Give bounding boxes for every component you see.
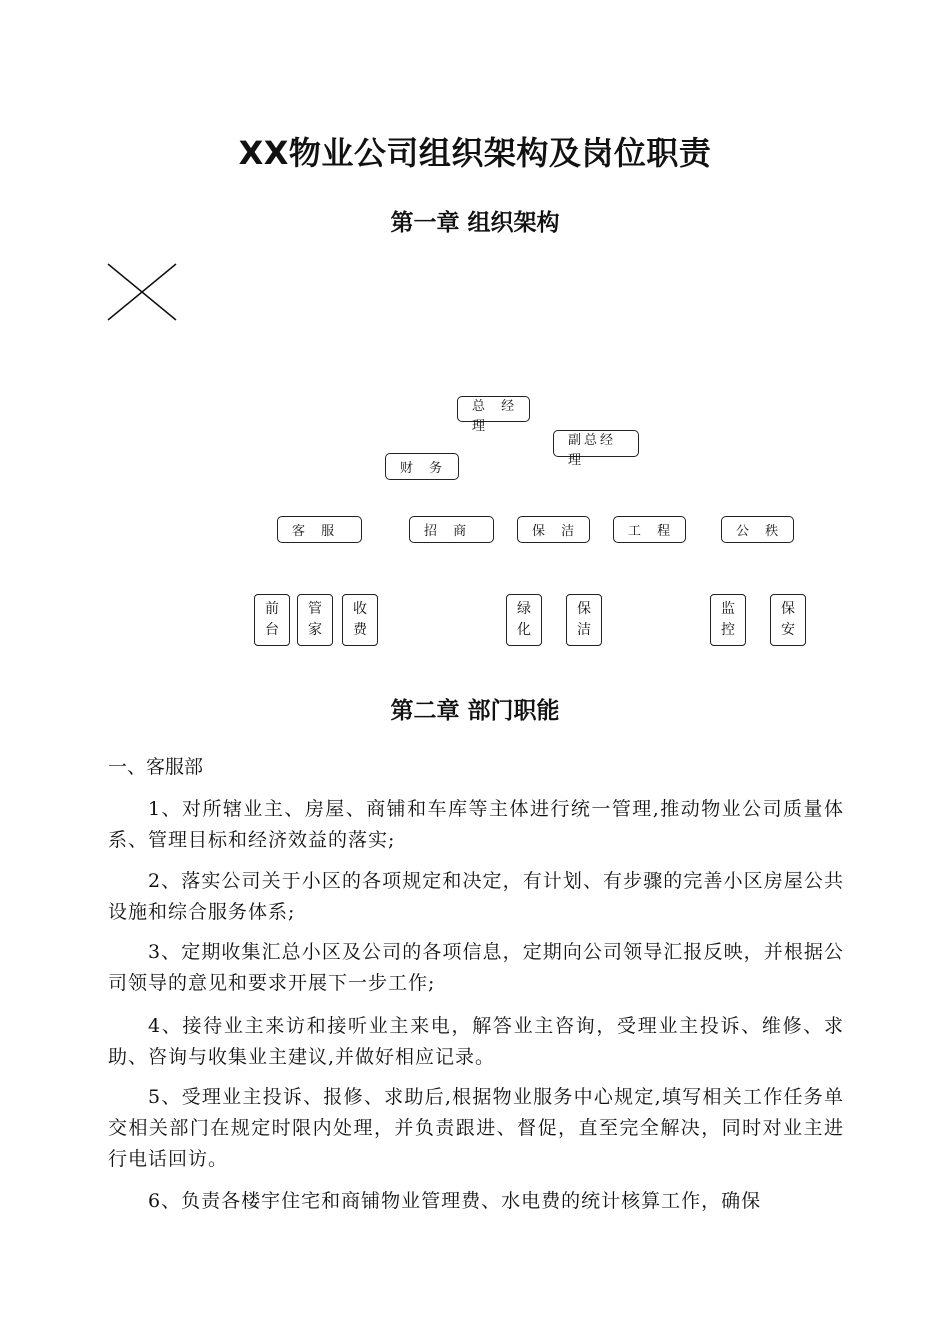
org-node-label: 理: [472, 419, 492, 434]
org-node-label: 收: [353, 601, 367, 617]
org-node-label: 财 务: [400, 461, 449, 476]
org-node-label: 费: [353, 622, 367, 638]
document-title: XX物业公司组织架构及岗位职责: [238, 134, 712, 172]
org-node-label: 理: [568, 453, 588, 468]
org-node-general-manager: [457, 396, 530, 434]
org-node-deputy-general-manager: [553, 430, 639, 468]
org-node-security: [770, 594, 806, 646]
paragraph: [108, 1082, 844, 1175]
org-node-label: 副总经: [568, 433, 617, 448]
org-node-label: 前: [265, 601, 279, 617]
org-node-finance: [385, 453, 459, 480]
org-node-label: 管: [308, 601, 322, 617]
org-node-label: 公 秩: [736, 524, 785, 539]
paragraph-text: 5、受理业主投诉、报修、求助后,根据物业服务中心规定,填写相关工作任务单交相关部门在规定时限内处理，并负责跟进、督促，直至完全解决，同时对业主进行电话回访。: [108, 1086, 844, 1170]
org-node-label: 保: [781, 601, 795, 617]
org-node-cleaning-staff: [566, 594, 602, 646]
org-node-customer-service: [277, 516, 362, 543]
org-node-label: 总 经: [472, 399, 521, 414]
org-node-label: 招 商: [424, 524, 473, 539]
paragraph: [108, 937, 844, 999]
chapter-1-heading: 第一章 组织架构: [390, 210, 560, 236]
org-node-cleaning: [517, 516, 590, 543]
paragraph: [108, 866, 844, 928]
org-node-front-desk: [254, 594, 290, 646]
org-node-butler: [297, 594, 333, 646]
org-node-greening: [506, 594, 542, 646]
cross-mark-icon: [106, 262, 178, 324]
section-heading: 一、客服部: [108, 756, 204, 778]
org-node-leasing: [409, 516, 494, 543]
org-node-label: 绿: [517, 601, 531, 617]
org-node-label: 洁: [577, 622, 591, 638]
org-node-label: 客 服: [292, 524, 341, 539]
org-node-engineering: [613, 516, 686, 543]
paragraph: [108, 1186, 844, 1217]
org-node-public-order: [721, 516, 794, 543]
org-node-label: 工 程: [628, 524, 677, 539]
org-node-label: 控: [721, 622, 735, 638]
org-node-fee-collection: [342, 594, 378, 646]
paragraph: [108, 794, 844, 856]
paragraph-text: 4、接待业主来访和接听业主来电，解答业主咨询，受理业主投诉、维修、求助、咨询与收集业主建议,并做好相应记录。: [108, 1015, 844, 1068]
org-node-label: 保: [577, 601, 591, 617]
org-node-label: 化: [517, 622, 531, 638]
paragraph-text: 6、负责各楼宇住宅和商铺物业管理费、水电费的统计核算工作，确保: [148, 1190, 762, 1212]
paragraph-text: 2、落实公司关于小区的各项规定和决定，有计划、有步骤的完善小区房屋公共设施和综合服务体系;: [108, 870, 844, 923]
org-node-monitoring: [710, 594, 746, 646]
org-node-label: 监: [721, 601, 735, 617]
chapter-2-heading: 第二章 部门职能: [390, 698, 560, 724]
paragraph-text: 3、定期收集汇总小区及公司的各项信息，定期向公司领导汇报反映，并根据公司领导的意见和要求开展下一步工作;: [108, 941, 844, 994]
paragraph-text: 1、对所辖业主、房屋、商铺和车库等主体进行统一管理,推动物业公司质量体系、管理目标和经济效益的落实;: [108, 798, 844, 851]
org-node-label: 家: [308, 622, 322, 638]
org-node-label: 台: [265, 622, 279, 638]
paragraph: [108, 1011, 844, 1073]
org-node-label: 安: [781, 622, 795, 638]
org-node-label: 保 洁: [532, 524, 581, 539]
